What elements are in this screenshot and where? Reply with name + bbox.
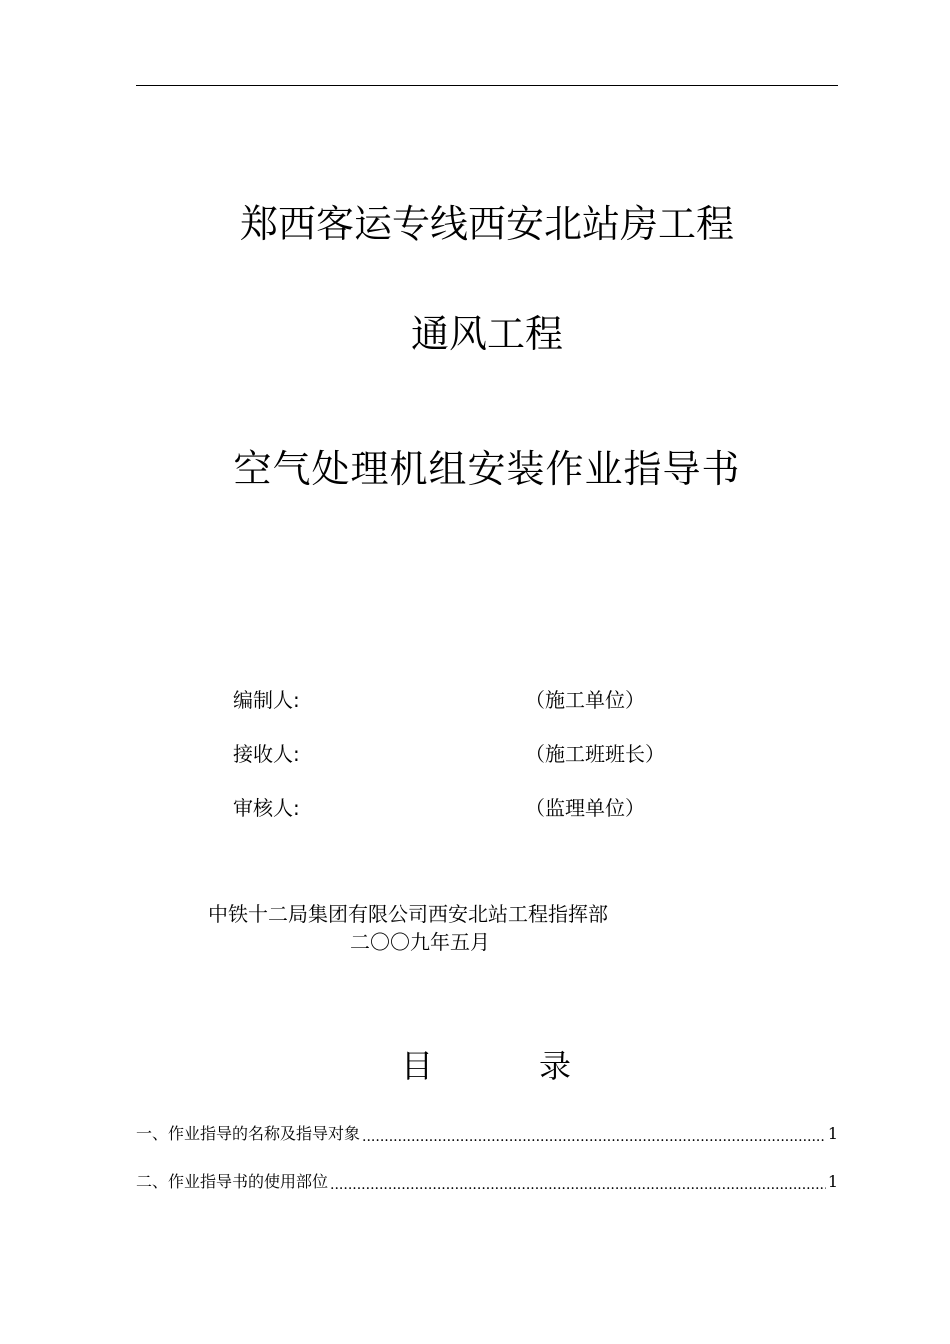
toc-entry-text: 二、作业指导书的使用部位 — [136, 1172, 329, 1191]
toc-entry[interactable] — [136, 1122, 838, 1146]
signature-row-compiler — [0, 684, 950, 716]
signature-role: （施工单位） — [525, 688, 645, 712]
toc-heading-char: 录 — [539, 1047, 572, 1085]
signature-label: 接收人: — [233, 742, 300, 766]
toc-dot-leader — [362, 1124, 826, 1144]
toc-entry-page: 1 — [827, 1124, 838, 1143]
toc-entry[interactable] — [136, 1170, 838, 1194]
signature-label: 审核人: — [233, 796, 300, 820]
project-title: 郑西客运专线西安北站房工程 — [239, 202, 734, 246]
signature-role: （施工班班长） — [525, 742, 665, 766]
toc-entry-page: 1 — [827, 1172, 838, 1191]
subproject-title: 通风工程 — [410, 312, 563, 356]
toc-heading-char: 目 — [401, 1047, 434, 1085]
signature-row-reviewer — [0, 792, 950, 824]
signature-label: 编制人: — [233, 688, 300, 712]
signature-row-receiver — [0, 738, 950, 770]
toc-dot-leader — [330, 1172, 826, 1192]
issue-date: 二〇〇九年五月 — [350, 930, 490, 954]
signature-role: （监理单位） — [525, 796, 645, 820]
header-rule — [136, 85, 838, 86]
organization-name: 中铁十二局集团有限公司西安北站工程指挥部 — [208, 902, 608, 926]
document-title: 空气处理机组安装作业指导书 — [233, 447, 741, 491]
toc-entry-text: 一、作业指导的名称及指导对象 — [136, 1124, 361, 1143]
toc-heading — [0, 1042, 950, 1090]
